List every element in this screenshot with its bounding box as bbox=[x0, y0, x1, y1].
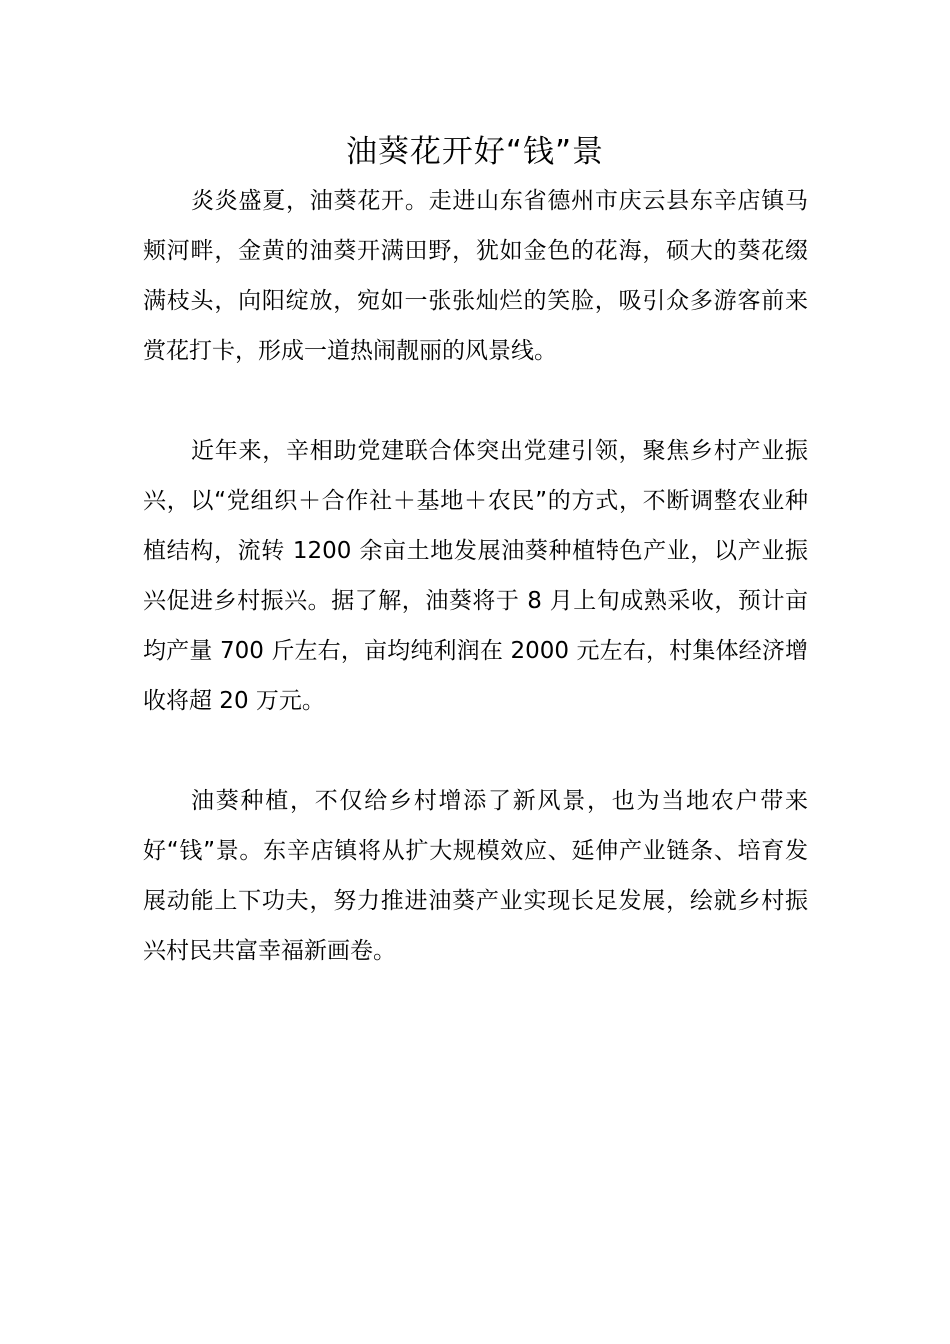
document-body bbox=[143, 176, 808, 1026]
paragraph-3: 油葵种植，不仅给乡村增添了新风景，也为当地农户带来好“钱”景。东辛店镇将从扩大规模效应、延伸产业链条、培育发展动能上下功夫，努力推进油葵产业实现长足发展，绘就乡村振兴村民共富幸福新画卷。 bbox=[143, 788, 808, 964]
paragraph-2: 近年来，辛相助党建联合体突出党建引领，聚焦乡村产业振兴，以“党组织＋合作社＋基地＋农民”的方式，不断调整农业种植结构，流转 1200 余亩土地发展油葵种植特色产业，以产业振兴促进乡村振兴。据了解，油葵将于 8 月上旬成熟采收，预计亩均产量 700 斤左右，亩均纯利润在 2000 元左右，村集体经济增收将超 20 万元。 bbox=[143, 438, 808, 714]
paragraph-1: 炎炎盛夏，油葵花开。走进山东省德州市庆云县东辛店镇马颊河畔，金黄的油葵开满田野，犹如金色的花海，硕大的葵花缀满枝头，向阳绽放，宛如一张张灿烂的笑脸，吸引众多游客前来赏花打卡，形成一道热闹靓丽的风景线。 bbox=[143, 188, 808, 364]
document-title: 油葵花开好“钱”景 bbox=[345, 134, 605, 170]
